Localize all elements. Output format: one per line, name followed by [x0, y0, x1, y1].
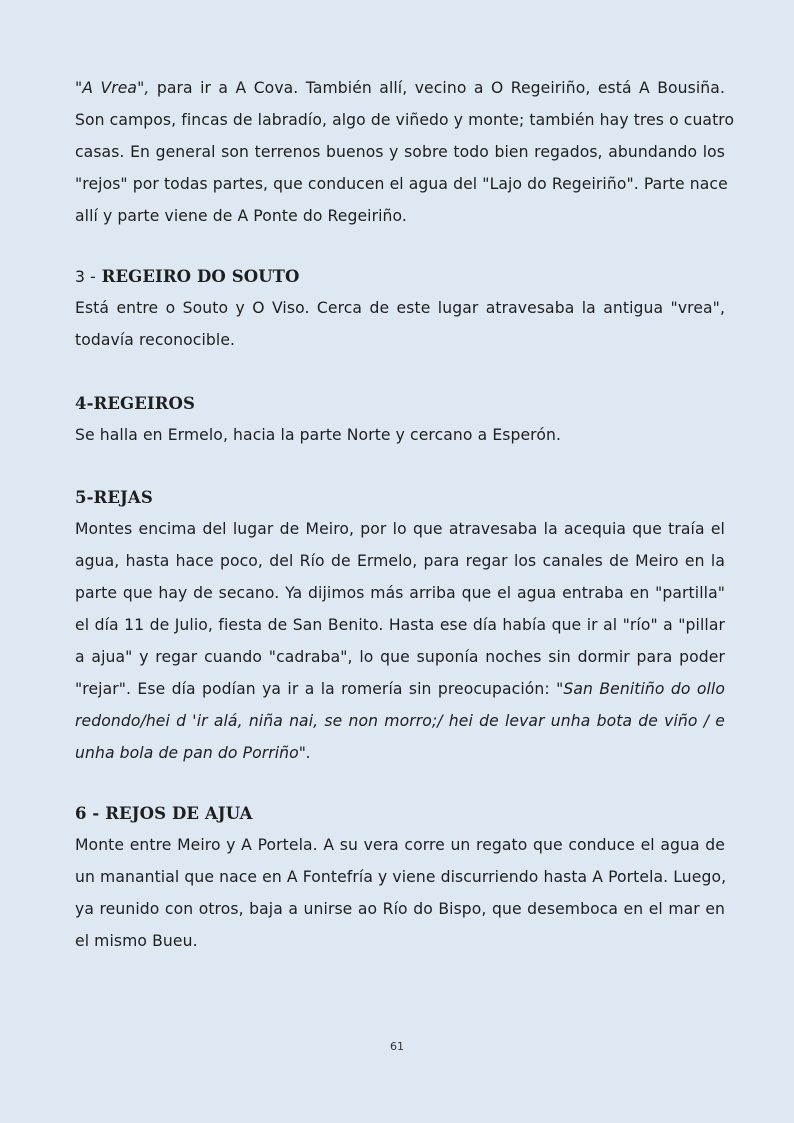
text-segment: agua, hasta hace poco, del Río de Ermelo, para regar los canales de Meiro en la: [75, 552, 725, 570]
text-segment: el mismo Bueu.: [75, 932, 198, 950]
text-line: [75, 72, 725, 104]
text-segment: para ir a A Cova. También allí, vecino a O Regeiriño, está A Bousiña.: [149, 79, 725, 97]
text-segment: "San Benitiño do ollo: [556, 680, 726, 698]
text-segment: casas. En general son terrenos buenos y sobre todo bien regados, abundando los: [75, 143, 725, 161]
text-line: [75, 200, 725, 232]
text-segment: Son campos, fincas de labradío, algo de viñedo y monte; también hay tres o cuatro: [75, 111, 735, 129]
section-rejos-de-ajua: [75, 799, 725, 957]
text-segment: el día 11 de Julio, fiesta de San Benito. Hasta ese día había que ir al "río" a "pillar: [75, 616, 725, 634]
text-segment: Está entre o Souto y O Viso. Cerca de este lugar atravesaba la antigua "vrea",: [75, 299, 725, 317]
text-segment: Montes encima del lugar de Meiro, por lo que atravesaba la acequia que traía el: [75, 520, 725, 538]
section-number: 6 -: [75, 804, 100, 823]
section-heading: [75, 389, 725, 419]
section-title: REGEIRO DO SOUTO: [101, 267, 300, 286]
section-title: REJOS DE AJUA: [105, 804, 253, 823]
text-segment: Se halla en Ermelo, hacia la parte Norte y cercano a Esperón.: [75, 426, 562, 444]
section-regeiros: [75, 389, 725, 451]
text-segment: todavía reconocible.: [75, 331, 236, 349]
text-segment: redondo/hei d 'ir alá, niña nai, se non morro;/ hei de levar unha bota de viño / e: [75, 712, 725, 730]
text-segment: unha bola de pan do Porriño".: [75, 744, 312, 762]
intro-paragraph: [75, 72, 735, 232]
text-line: [75, 829, 725, 861]
text-segment: Monte entre Meiro y A Portela. A su vera corre un regato que conduce el agua de: [75, 836, 725, 854]
text-line: [75, 893, 725, 925]
text-line: [75, 609, 725, 641]
text-segment: a ajua" y regar cuando "cadraba", lo que suponía noches sin dormir para poder: [75, 648, 725, 666]
text-line: [75, 513, 725, 545]
section-heading: [75, 262, 725, 292]
text-segment: "rejos" por todas partes, que conducen el agua del "Lajo do Regeiriño". Parte nace: [75, 175, 728, 193]
page-number: 61: [390, 1040, 404, 1053]
section-title: REGEIROS: [93, 394, 196, 413]
section-heading: [75, 799, 725, 829]
section-title: REJAS: [93, 488, 153, 507]
text-line: [75, 861, 725, 893]
text-line: [75, 737, 725, 769]
text-segment: allí y parte viene de A Ponte do Regeiriño.: [75, 207, 407, 225]
section-number: 3 -: [75, 268, 96, 286]
text-line: [75, 545, 725, 577]
text-segment: "rejar". Ese día podían ya ir a la romería sin preocupación:: [75, 680, 557, 698]
text-line: [75, 641, 725, 673]
text-line: [75, 292, 725, 324]
section-number: 4-: [75, 394, 94, 413]
text-line: [75, 168, 728, 200]
text-line: [75, 577, 725, 609]
section-regeiro-do-souto: [75, 262, 725, 356]
section-rejas: [75, 483, 725, 769]
text-line: [75, 705, 725, 737]
section-number: 5-: [75, 488, 94, 507]
text-line: [75, 136, 725, 168]
text-segment: ya reunido con otros, baja a unirse ao Río do Bispo, que desemboca en el mar en: [75, 900, 725, 918]
text-segment: parte que hay de secano. Ya dijimos más arriba que el agua entraba en "partilla": [75, 584, 725, 602]
text-line: [75, 925, 725, 957]
text-line: [75, 104, 735, 136]
text-segment: un manantial que nace en A Fontefría y viene discurriendo hasta A Portela. Luego,: [75, 868, 727, 886]
text-line: [75, 324, 725, 356]
text-segment: "A Vrea",: [75, 79, 150, 97]
text-line: [75, 419, 725, 451]
text-line: [75, 673, 725, 705]
section-heading: [75, 483, 725, 513]
